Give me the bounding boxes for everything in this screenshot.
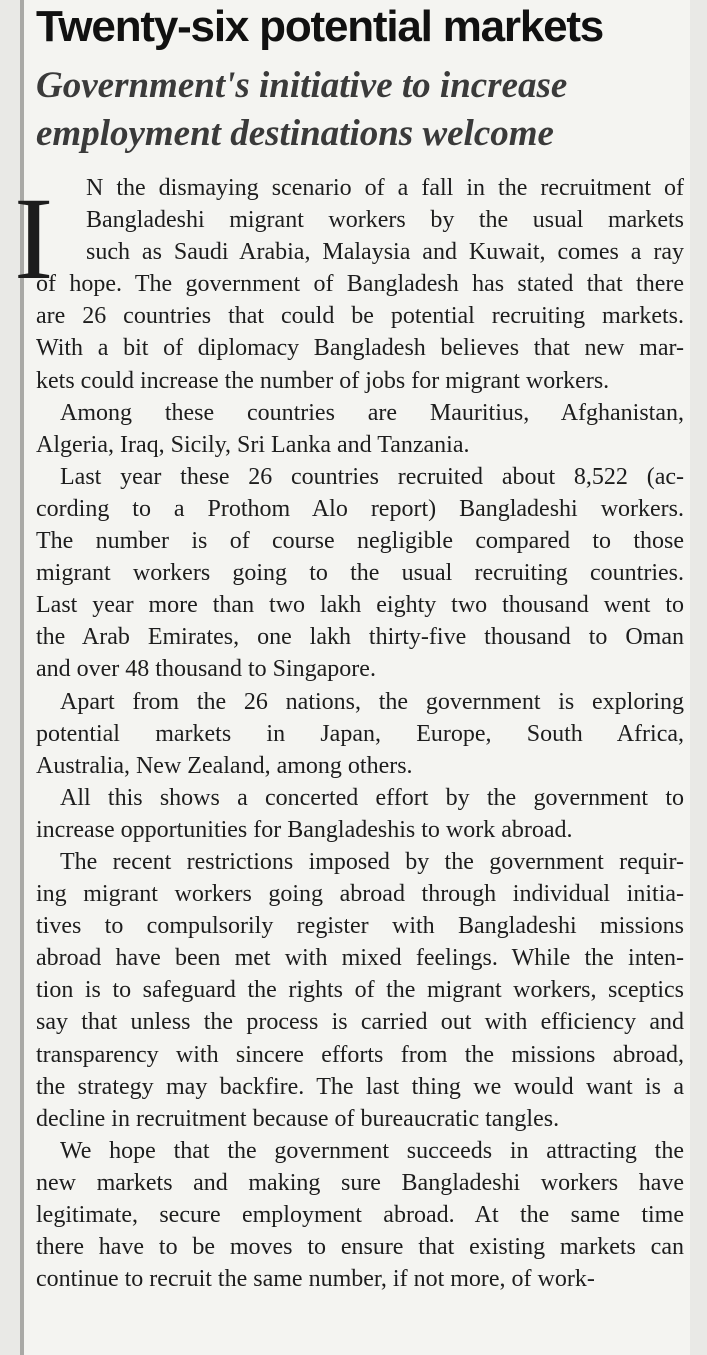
text-line: cording to a Prothom Alo report) Bangladeshi workers. — [36, 495, 684, 522]
text-line: With a bit of diplomacy Bangladesh believes that new mar- — [36, 335, 684, 362]
text-line: Apart from the 26 nations, the government is exploring — [60, 688, 684, 715]
text-line: kets could increase the number of jobs for migrant workers. — [36, 367, 610, 394]
paragraph — [36, 686, 684, 782]
paragraph — [36, 461, 684, 686]
paragraph — [36, 846, 684, 1135]
subhead-line: Government's initiative to increase — [36, 65, 568, 106]
subheadline — [36, 62, 684, 158]
text-line: The recent restrictions imposed by the government requir- — [60, 848, 684, 875]
text-line: are 26 countries that could be potential recruiting markets. — [36, 303, 684, 330]
text-line: new markets and making sure Bangladeshi workers have — [36, 1169, 684, 1196]
editorial-column — [20, 0, 690, 1355]
text-line: The number is of course negligible compared to those — [36, 528, 684, 555]
drop-cap: I — [14, 173, 54, 304]
text-line: transparency with sincere efforts from the missions abroad, — [36, 1041, 684, 1068]
text-line: increase opportunities for Bangladeshis to work abroad. — [36, 816, 573, 843]
text-line: decline in recruitment because of bureaucratic tangles. — [36, 1105, 560, 1132]
text-line: continue to recruit the same number, if not more, of work- — [36, 1266, 595, 1293]
text-line: Algeria, Iraq, Sicily, Sri Lanka and Tanzania. — [36, 431, 470, 458]
text-line: abroad have been met with mixed feelings. While the inten- — [36, 945, 684, 972]
text-line: Bangladeshi migrant workers by the usual markets — [86, 207, 684, 234]
text-line: potential markets in Japan, Europe, South Africa, — [36, 720, 684, 747]
text-line: say that unless the process is carried out with efficiency and — [36, 1009, 684, 1036]
text-line: Among these countries are Mauritius, Afghanistan, — [60, 399, 684, 426]
text-line: N the dismaying scenario of a fall in the recruitment of — [86, 175, 684, 201]
text-line: All this shows a concerted effort by the government to — [60, 784, 684, 811]
text-line: ing migrant workers going abroad through individual initia- — [36, 881, 684, 908]
text-line: tives to compulsorily register with Bangladeshi missions — [36, 913, 684, 940]
text-line: and over 48 thousand to Singapore. — [36, 656, 376, 683]
article-body — [36, 172, 684, 1295]
text-line: Australia, New Zealand, among others. — [36, 752, 413, 779]
paragraph — [36, 172, 684, 397]
text-line: Last year these 26 countries recruited about 8,522 (ac- — [60, 463, 684, 490]
text-line: migrant workers going to the usual recruiting countries. — [36, 560, 684, 587]
text-line: tion is to safeguard the rights of the migrant workers, sceptics — [36, 977, 684, 1004]
text-line: Last year more than two lakh eighty two thousand went to — [36, 592, 684, 619]
text-line: legitimate, secure employment abroad. At the same time — [36, 1202, 684, 1228]
text-line: the strategy may backfire. The last thing we would want is a — [36, 1073, 684, 1100]
paragraph — [36, 397, 684, 461]
text-line: there have to be moves to ensure that existing markets can — [36, 1234, 684, 1261]
subhead-line: employment destinations welcome — [36, 113, 554, 154]
text-line: such as Saudi Arabia, Malaysia and Kuwait, comes a ray — [86, 239, 684, 266]
text-line: of hope. The government of Bangladesh has stated that there — [36, 271, 684, 298]
text-line: the Arab Emirates, one lakh thirty-five thousand to Oman — [36, 624, 684, 651]
paragraph — [36, 1135, 684, 1295]
headline: Twenty-six potential markets — [36, 2, 604, 51]
text-line: We hope that the government succeeds in attracting the — [60, 1137, 684, 1164]
paragraph — [36, 782, 684, 846]
